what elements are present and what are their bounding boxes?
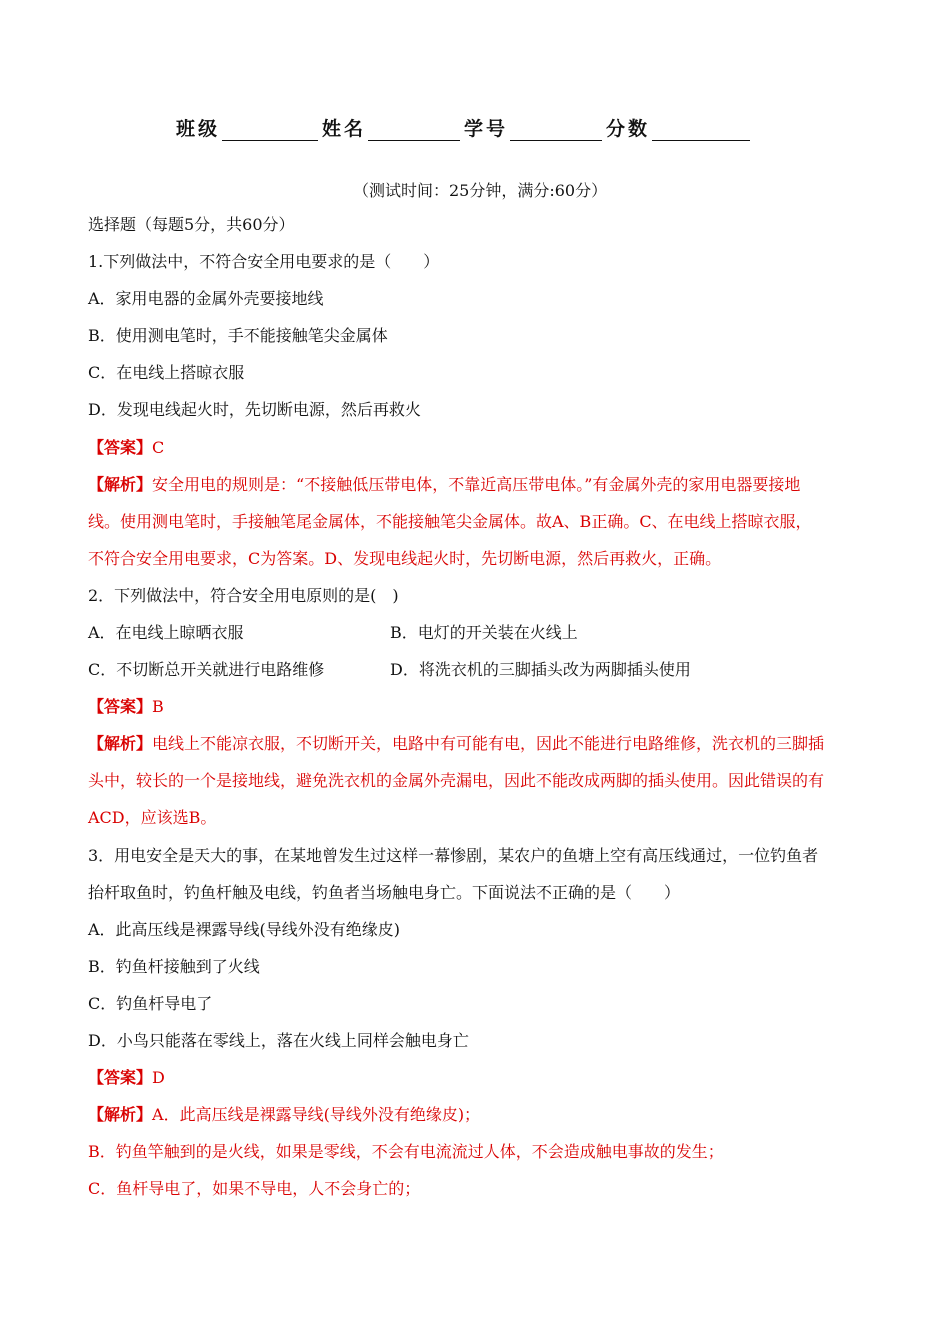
q3-analysis-line-3: C．鱼杆导电了，如果不导电，人不会身亡的； <box>88 1179 421 1198</box>
class-blank[interactable] <box>222 120 318 141</box>
q3-analysis-line-2: B．钓鱼竿触到的是火线，如果是零线，不会有电流流过人体，不会造成触电事故的发生； <box>88 1142 724 1161</box>
q1-analysis-line-2: 线。使用测电笔时，手接触笔尾金属体，不能接触笔尖金属体。故A、B正确。C、在电线上搭晾衣服， <box>88 512 812 531</box>
q3-stem-line-1: 3．用电安全是天大的事，在某地曾发生过这样一幕惨剧，某农户的鱼塘上空有高压线通过，一位钓鱼者 <box>88 846 819 865</box>
answer-tag: 【答案】 <box>88 1068 153 1087</box>
q1-answer <box>88 438 164 458</box>
q2-option-d: D．将洗衣机的三脚插头改为两脚插头使用 <box>390 660 691 679</box>
test-time-subtitle: （测试时间：25分钟，满分:60分） <box>353 181 608 200</box>
q1-analysis-text-1: 安全用电的规则是：“不接触低压带电体，不靠近高压带电体。”有金属外壳的家用电器要接地 <box>152 475 801 494</box>
q1-analysis-line-3: 不符合安全用电要求，C为答案。D、发现电线起火时，先切断电源，然后再救火，正确。 <box>88 549 722 568</box>
q1-answer-value: C <box>152 438 165 457</box>
q2-answer <box>88 697 164 717</box>
q2-analysis-line-3: ACD，应该选B。 <box>88 808 217 827</box>
number-label: 学号 <box>464 118 509 140</box>
score-label: 分数 <box>606 118 651 140</box>
class-label: 班级 <box>176 118 221 140</box>
q2-stem: 2．下列做法中，符合安全用电原则的是( ) <box>88 586 399 605</box>
q3-stem-line-2: 抬杆取鱼时，钓鱼杆触及电线，钓鱼者当场触电身亡。下面说法不正确的是（ ） <box>88 883 681 902</box>
number-blank[interactable] <box>510 120 602 141</box>
analysis-tag: 【解析】 <box>88 1105 153 1124</box>
q1-option-d: D．发现电线起火时，先切断电源，然后再救火 <box>88 400 421 419</box>
student-info-header <box>176 114 776 142</box>
q2-analysis-text-1: 电线上不能凉衣服，不切断开关，电路中有可能有电，因此不能进行电路维修，洗衣机的三脚插 <box>152 734 825 753</box>
q1-analysis-line-1 <box>88 475 800 495</box>
q2-analysis-line-2: 头中，较长的一个是接地线，避免洗衣机的金属外壳漏电，因此不能改成两脚的插头使用。因此错误的有 <box>88 771 825 790</box>
answer-tag: 【答案】 <box>88 697 153 716</box>
q3-option-c: C．钓鱼杆导电了 <box>88 994 213 1013</box>
answer-tag: 【答案】 <box>88 438 153 457</box>
analysis-tag: 【解析】 <box>88 475 153 494</box>
q3-analysis-line-1 <box>88 1105 480 1125</box>
q3-answer-value: D <box>152 1068 165 1087</box>
q2-analysis-line-1 <box>88 734 824 754</box>
q1-option-c: C．在电线上搭晾衣服 <box>88 363 245 382</box>
q2-option-a: A．在电线上晾晒衣服 <box>88 623 244 642</box>
q2-option-c: C．不切断总开关就进行电路维修 <box>88 660 325 679</box>
q3-option-a: A．此高压线是裸露导线(导线外没有绝缘皮) <box>88 920 401 939</box>
name-blank[interactable] <box>368 120 460 141</box>
q2-answer-value: B <box>152 697 164 716</box>
q1-stem: 1.下列做法中，不符合安全用电要求的是（ ） <box>88 252 440 271</box>
q3-option-d: D．小鸟只能落在零线上，落在火线上同样会触电身亡 <box>88 1031 469 1050</box>
name-label: 姓名 <box>322 118 367 140</box>
q3-analysis-text-1: A．此高压线是裸露导线(导线外没有绝缘皮)； <box>152 1105 481 1124</box>
score-blank[interactable] <box>652 120 750 141</box>
q2-option-b: B．电灯的开关装在火线上 <box>390 623 578 642</box>
analysis-tag: 【解析】 <box>88 734 153 753</box>
q3-option-b: B．钓鱼杆接触到了火线 <box>88 957 260 976</box>
q1-option-b: B．使用测电笔时，手不能接触笔尖金属体 <box>88 326 388 345</box>
q1-option-a: A．家用电器的金属外壳要接地线 <box>88 289 324 308</box>
section-title: 选择题（每题5分，共60分） <box>88 215 295 234</box>
q3-answer <box>88 1068 165 1088</box>
